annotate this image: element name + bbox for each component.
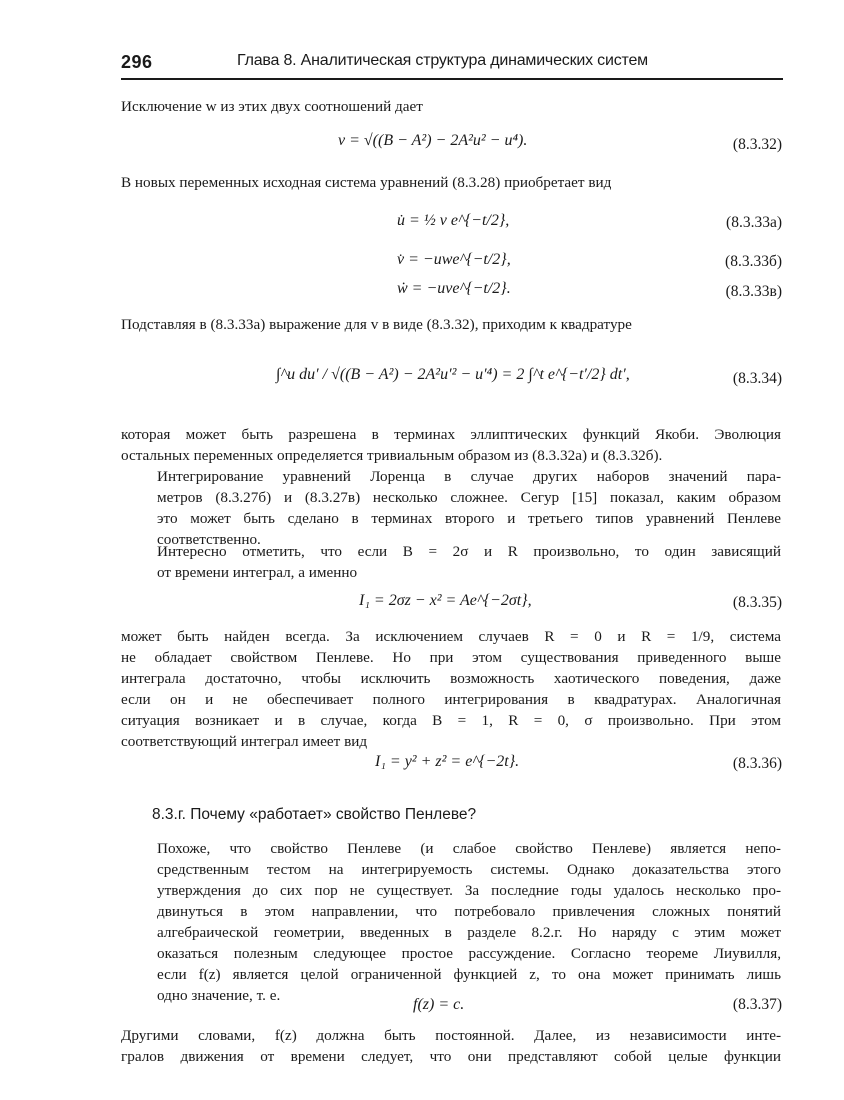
paragraph-4 — [121, 424, 781, 466]
text-line: двинуться в этом направлении, что потребовало привлечения сложных понятий — [157, 903, 781, 920]
paragraph-8 — [121, 838, 781, 1006]
text-line: соответствующий интеграл имеет вид — [121, 733, 368, 750]
text-line: которая может быть разрешена в терминах эллиптических функций Якоби. Эволюция — [121, 426, 781, 443]
text-line: Похоже, что свойство Пенлеве (и слабое свойство Пенлеве) является непо- — [157, 840, 781, 857]
paragraph-5 — [121, 466, 781, 550]
text-line: соответственно. — [157, 531, 261, 548]
paragraph-1: Исключение w из этих двух соотношений дает — [121, 98, 423, 115]
paragraph-3: Подставляя в (8.3.33а) выражение для v в виде (8.3.32), приходим к квадратуре — [121, 316, 632, 333]
text-line: интеграла достаточно, чтобы исключить возможность хаотического поведения, даже — [121, 670, 781, 687]
equation-8-3-37: f(z) = c. — [413, 996, 465, 1013]
equation-number-8-3-37: (8.3.37) — [732, 996, 782, 1013]
equation-8-3-33b: v̇ = −uwe^{−t/2}, — [397, 251, 511, 268]
equation-number-8-3-34: (8.3.34) — [732, 370, 782, 387]
equation-8-3-35: I₁ = 2σz − x² = Ae^{−2σt}, — [359, 592, 532, 609]
running-header — [121, 52, 783, 78]
equation-8-3-33c: ẇ = −uve^{−t/2}. — [397, 280, 511, 297]
text-line: средственным тестом на интегрируемость системы. Однако доказательства этого — [157, 861, 781, 878]
text-line: утверждения до сих пор не существует. За последние годы удалось несколько про- — [157, 882, 781, 899]
text-line: Интересно отметить, что если B = 2σ и R произвольно, то один зависящий — [157, 543, 781, 560]
chapter-title: Глава 8. Аналитическая структура динамических систем — [237, 52, 648, 69]
equation-number-8-3-36: (8.3.36) — [732, 755, 782, 772]
text-line: оказаться полезным следующее простое рассуждение. Согласно теореме Лиувилля, — [157, 945, 781, 962]
equation-number-8-3-33c: (8.3.33в) — [725, 283, 782, 300]
text-line: одно значение, т. е. — [157, 987, 281, 1004]
equation-8-3-32: v = √((B − A²) − 2A²u² − u⁴). — [338, 132, 528, 149]
text-line: остальных переменных определяется тривиальным образом из (8.3.32а) и (8.3.32б). — [121, 447, 663, 464]
text-line: не обладает свойством Пенлеве. Но при этом существования приведенного выше — [121, 649, 781, 666]
text-line: если f(z) является целой ограниченной функцией z, то она может принимать лишь — [157, 966, 781, 983]
equation-number-8-3-35: (8.3.35) — [732, 594, 782, 611]
equation-8-3-33a: u̇ = ½ v e^{−t/2}, — [397, 212, 510, 229]
header-rule — [121, 78, 783, 80]
text-line: если он и не обеспечивает полного интегрирования в квадратурах. Аналогичная — [121, 691, 781, 708]
page-number: 296 — [121, 52, 153, 72]
section-heading: 8.3.г. Почему «работает» свойство Пенлеве? — [152, 806, 477, 823]
paragraph-7 — [121, 626, 781, 752]
paragraph-2: В новых переменных исходная система уравнений (8.3.28) приобретает вид — [121, 174, 612, 191]
paragraph-6 — [121, 541, 781, 583]
paragraph-9 — [121, 1025, 781, 1067]
equation-number-8-3-32: (8.3.32) — [732, 136, 782, 153]
equation-number-8-3-33a: (8.3.33а) — [726, 214, 782, 231]
text-line: Интегрирование уравнений Лоренца в случае других наборов значений пара- — [157, 468, 781, 485]
text-line: ситуация возникает и в случае, когда B = 1, R = 0, σ произвольно. При этом — [121, 712, 781, 729]
equation-8-3-34: ∫^u du′ / √((B − A²) − 2A²u′² − u′⁴) = 2 ∫^t e^{−t′/2} dt′, — [276, 366, 630, 383]
text-line: это может быть сделано в терминах второго и третьего типов уравнений Пенлеве — [157, 510, 781, 527]
equation-8-3-36: I₁ = y² + z² = e^{−2t}. — [375, 753, 520, 770]
text-line: от времени интеграл, а именно — [157, 564, 358, 581]
text-line: может быть найден всегда. За исключением случаев R = 0 и R = 1/9, система — [121, 628, 781, 645]
text-line: гралов движения от времени следует, что они представляют собой целые функции — [121, 1048, 781, 1065]
equation-number-8-3-33b: (8.3.33б) — [725, 253, 782, 270]
text-line: метров (8.3.27б) и (8.3.27в) несколько сложнее. Сегур [15] показал, каким образом — [157, 489, 781, 506]
text-line: алгебраической геометрии, введенных в разделе 8.2.г. Но наряду с этим может — [157, 924, 781, 941]
text-line: Другими словами, f(z) должна быть постоянной. Далее, из независимости инте- — [121, 1027, 781, 1044]
